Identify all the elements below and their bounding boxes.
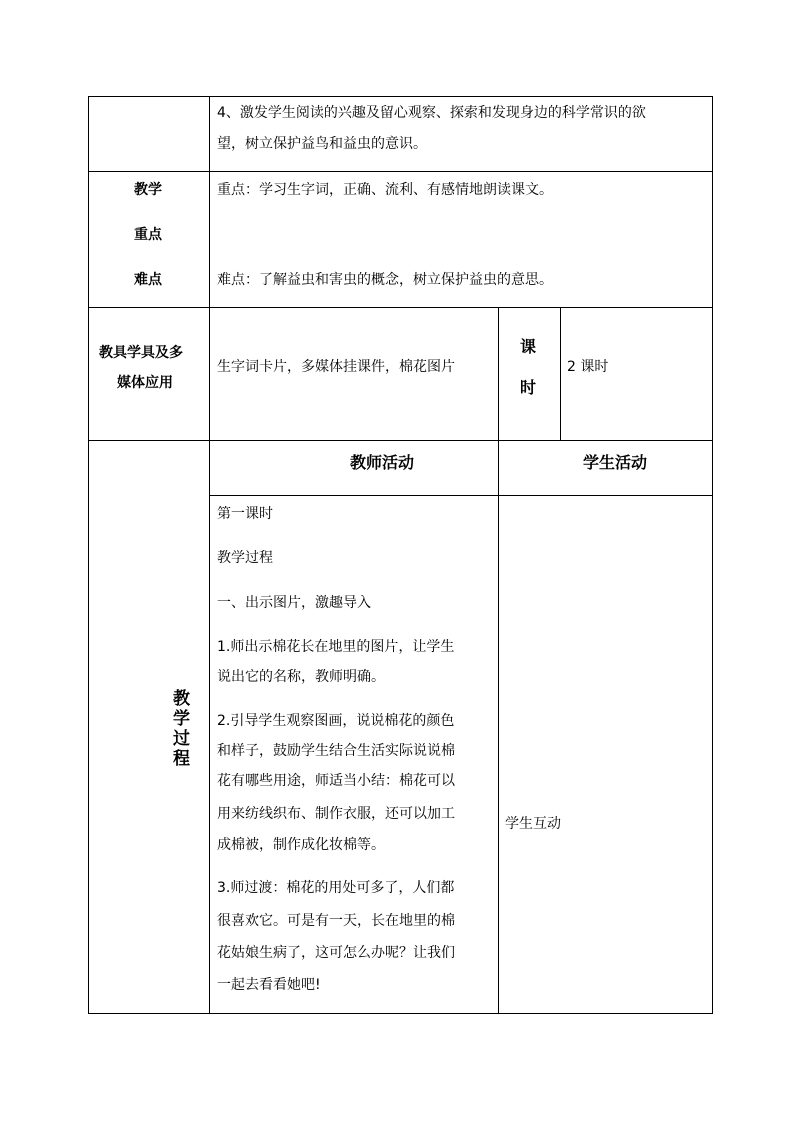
period-label-2: 时 <box>520 378 537 397</box>
row-divider-goal <box>88 171 713 172</box>
teacher-line: 教学过程 <box>217 550 273 566</box>
key-label-difficult: 难点 <box>134 272 162 288</box>
column-divider-period-value <box>560 307 561 440</box>
process-side-label-3: 过 <box>173 729 190 749</box>
teacher-line: 和样子，鼓励学生结合生活实际说说棉 <box>217 743 455 759</box>
column-divider-activity <box>498 440 499 1014</box>
key-label-teaching: 教学 <box>134 182 162 198</box>
student-activity-text: 学生互动 <box>505 816 561 832</box>
teacher-line: 2.引导学生观察图画，说说棉花的颜色 <box>217 713 455 729</box>
table-border-top <box>88 96 713 97</box>
goal-text-line-1: 4、激发学生阅读的兴趣及留心观察、探索和发现身边的科学常识的欲 <box>217 105 646 121</box>
teacher-line: 1.师出示棉花长在地里的图片，让学生 <box>217 639 455 655</box>
process-side-label-2: 学 <box>173 709 190 729</box>
row-divider-key <box>88 307 713 308</box>
row-divider-header <box>209 495 713 496</box>
key-point-text: 重点：学习生字词，正确、流利、有感情地朗读课文。 <box>217 182 553 198</box>
media-label-line-1: 教具学具及多 <box>99 345 183 361</box>
column-divider-label <box>209 96 210 1014</box>
teacher-line: 花有哪些用途，师适当小结：棉花可以 <box>217 773 455 789</box>
period-label-1: 课 <box>520 337 537 356</box>
teacher-line: 很喜欢它。可是有一天，长在地里的棉 <box>217 913 455 929</box>
media-label-line-2: 媒体应用 <box>117 375 173 391</box>
teacher-line: 3.师过渡：棉花的用处可多了，人们都 <box>217 880 455 896</box>
teacher-line: 一起去看看她吧! <box>217 977 321 993</box>
column-divider-period <box>498 307 499 440</box>
goal-text-line-2: 望，树立保护益鸟和益虫的意识。 <box>217 136 427 152</box>
teacher-line: 一、出示图片，激趣导入 <box>217 595 371 611</box>
period-value: 2 课时 <box>567 359 609 375</box>
teacher-activity-header: 教师活动 <box>350 453 415 472</box>
teacher-line: 花姑娘生病了，这可怎么办呢？让我们 <box>217 945 455 961</box>
teacher-line: 说出它的名称，教师明确。 <box>217 669 385 685</box>
difficult-point-text: 难点：了解益虫和害虫的概念，树立保护益虫的意思。 <box>217 272 553 288</box>
key-label-key: 重点 <box>134 227 162 243</box>
teacher-line: 第一课时 <box>217 506 273 522</box>
table-border-right <box>712 96 713 1014</box>
student-activity-header: 学生活动 <box>583 453 648 472</box>
row-divider-media <box>88 440 713 441</box>
process-side-label-4: 程 <box>173 749 190 769</box>
table-border-left <box>88 96 89 1014</box>
media-content: 生字词卡片，多媒体挂课件，棉花图片 <box>217 359 455 375</box>
process-side-label-1: 教 <box>173 689 190 709</box>
teacher-line: 用来纺线织布、制作衣服，还可以加工 <box>217 806 455 822</box>
table-border-bottom <box>88 1013 713 1014</box>
teacher-line: 成棉被，制作成化妆棉等。 <box>217 837 385 853</box>
